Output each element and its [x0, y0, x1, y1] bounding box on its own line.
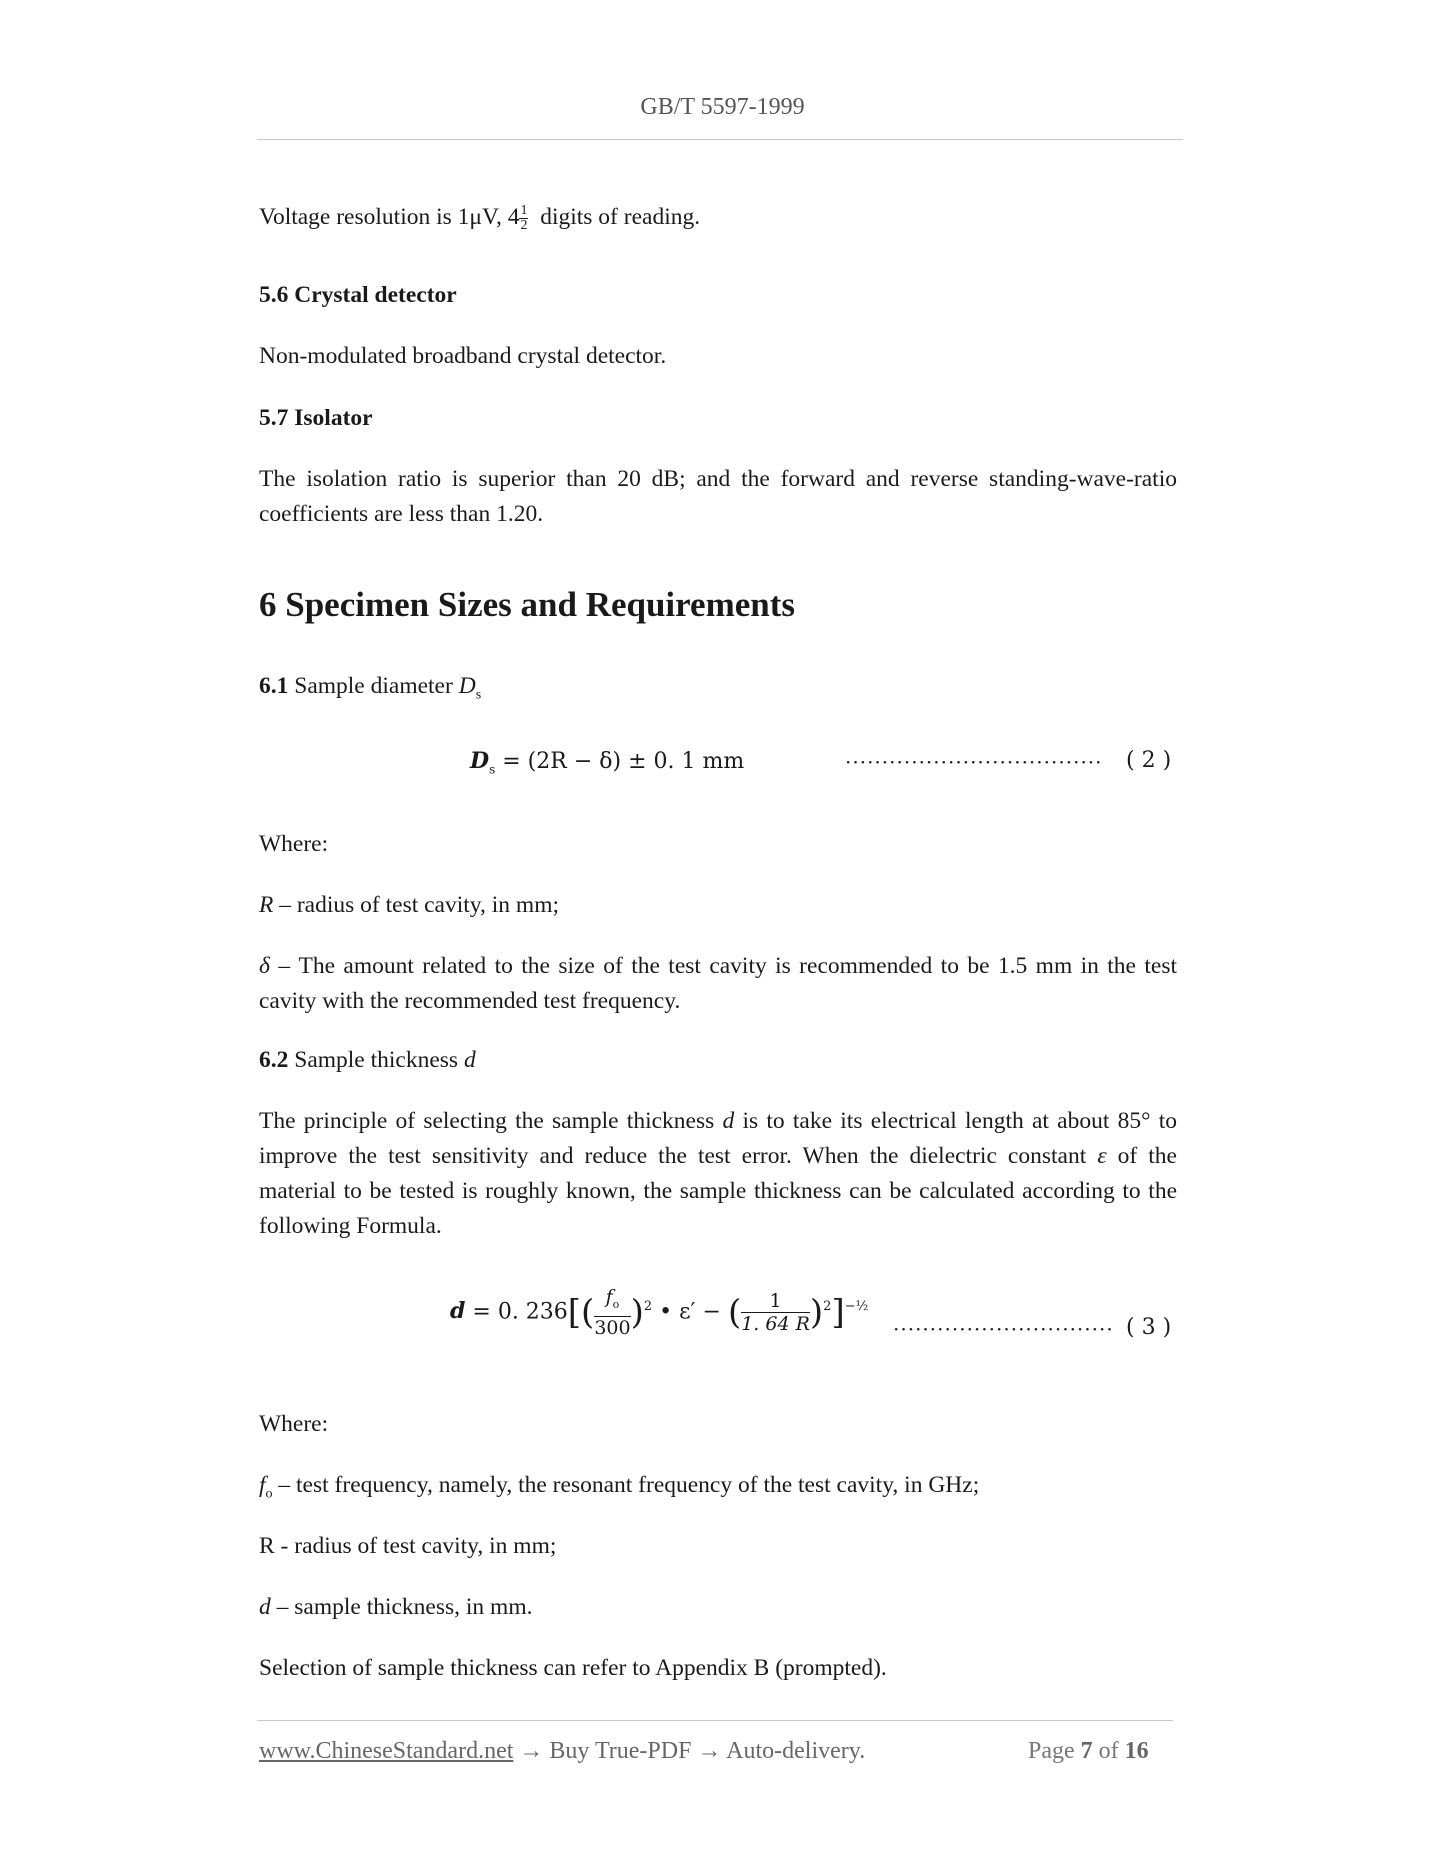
- eq3-close-paren-1: ): [630, 1292, 644, 1333]
- footer-delivery: Auto-delivery.: [726, 1738, 866, 1764]
- principle-part-2: is to take its electrical length at about 85° to improve the test sensitivity and reduce the test error. When the dielectric constant: [259, 1108, 1178, 1169]
- equation-2: [470, 748, 744, 776]
- arrow-icon: →: [697, 1738, 722, 1764]
- voltage-prefix: Voltage resolution is 1μV, 4: [259, 204, 520, 230]
- definition-R2: R - radius of test cavity, in mm;: [259, 1533, 557, 1559]
- eq3-coef: = 0. 236: [472, 1299, 568, 1325]
- eq3-open-bracket: [(: [567, 1292, 595, 1333]
- definition-R-text: – radius of test cavity, in mm;: [279, 892, 560, 918]
- eq3-close-bracket: ]: [831, 1292, 845, 1333]
- page-total: 16: [1124, 1738, 1149, 1764]
- equation-3: [450, 1286, 868, 1339]
- appendix-reference: Selection of sample thickness can refer to Appendix B (prompted).: [259, 1655, 887, 1681]
- of-label: of: [1098, 1738, 1119, 1764]
- definition-R: [259, 888, 1177, 923]
- definition-delta-text: – The amount related to the size of the test cavity is recommended to be 1.5 mm in the test cavity with the recommended test frequency.: [259, 953, 1178, 1014]
- definition-delta-var: δ: [259, 953, 270, 979]
- section-6-2-title: [259, 1043, 1177, 1078]
- eq3-eps: • ε′ −: [659, 1299, 721, 1325]
- eq3-r-den: 1. 64 R: [741, 1312, 810, 1335]
- page-indicator: [1028, 1738, 1149, 1765]
- eq2-number: ( 2 ): [1126, 748, 1172, 773]
- eq3-f-fraction: [594, 1286, 630, 1339]
- section-5-6-title: 5.6 Crystal detector: [259, 282, 457, 308]
- section-6-1-label: Sample diameter: [294, 673, 453, 699]
- where-label-2: Where:: [259, 1411, 329, 1437]
- site-link[interactable]: www.ChineseStandard.net: [259, 1738, 514, 1764]
- definition-d-var: d: [259, 1594, 271, 1620]
- principle-part-1: The principle of selecting the sample thickness: [259, 1108, 715, 1134]
- eq3-f-num: f: [605, 1286, 613, 1308]
- definition-fo: [259, 1468, 1177, 1512]
- voltage-resolution-paragraph: [259, 200, 1177, 235]
- voltage-fraction: [519, 204, 528, 233]
- arrow-icon: →: [519, 1738, 544, 1764]
- eq3-outer-exp: −½: [844, 1299, 869, 1315]
- section-6-2-var: d: [463, 1047, 476, 1073]
- footer-divider: [257, 1720, 1173, 1721]
- eq3-open-paren-2: (: [727, 1292, 742, 1333]
- definition-d: [259, 1590, 1177, 1625]
- definition-fo-var: f: [259, 1472, 266, 1498]
- section-6-1-var-sub: s: [475, 687, 482, 703]
- section-5-7-text: The isolation ratio is superior than 20 dB; and the forward and reverse standing-wave-ratio coefficients are less than 1.20.: [259, 466, 1177, 527]
- section-5-6-text: Non-modulated broadband crystal detector.: [259, 343, 667, 369]
- header-divider: [257, 139, 1183, 140]
- eq3-r-fraction: [741, 1290, 810, 1335]
- eq2-lhs: D: [470, 748, 490, 774]
- eq3-close-paren-2: ): [809, 1292, 824, 1333]
- principle-var-d: d: [722, 1108, 735, 1134]
- principle-var-eps: ε: [1097, 1143, 1107, 1169]
- definition-fo-sub: o: [265, 1486, 273, 1502]
- definition-d-text: – sample thickness, in mm.: [276, 1594, 533, 1620]
- eq3-exp-1: 2: [643, 1299, 653, 1315]
- definition-delta: [259, 949, 1177, 1019]
- voltage-frac-num: 1: [520, 203, 528, 219]
- page-number: 7: [1080, 1738, 1093, 1764]
- section-6-2-label: Sample thickness: [294, 1047, 459, 1073]
- footer-buy: Buy True-PDF: [549, 1738, 692, 1764]
- eq3-f-num-sub: o: [612, 1297, 620, 1311]
- document-code: GB/T 5597-1999: [640, 94, 805, 120]
- eq2-lhs-sub: s: [489, 762, 496, 777]
- definition-R-var: R: [259, 892, 274, 918]
- eq3-number: ( 3 ): [1126, 1315, 1172, 1340]
- definition-fo-text: – test frequency, namely, the resonant frequency of the test cavity, in GHz;: [278, 1472, 980, 1498]
- principle-paragraph: [259, 1104, 1177, 1244]
- section-6-1-number: 6.1: [259, 673, 289, 699]
- section-5-7-title: 5.7 Isolator: [259, 405, 373, 431]
- voltage-frac-den: 2: [520, 218, 528, 234]
- footer-left: [259, 1738, 865, 1765]
- where-label-1: Where:: [259, 831, 329, 857]
- section-6-1-var: D: [458, 673, 476, 699]
- eq3-r-num: 1: [741, 1290, 810, 1313]
- eq3-lhs: d: [450, 1298, 466, 1325]
- principle-part-3: of the material to be tested is roughly known, the sample thickness can be calculated according to the following Formula.: [259, 1143, 1177, 1239]
- eq2-rhs: = (2R − δ) ± 0. 1 mm: [502, 749, 745, 774]
- section-6-2-number: 6.2: [259, 1047, 289, 1073]
- section-6-1-title: [259, 669, 1177, 713]
- voltage-suffix: digits of reading.: [540, 204, 701, 230]
- section-6-heading: 6 Specimen Sizes and Requirements: [259, 585, 796, 624]
- eq2-leader-dots: ···································: [845, 750, 1103, 774]
- eq3-leader-dots: ······························: [893, 1317, 1114, 1341]
- eq3-f-den: 300: [594, 1316, 631, 1339]
- page-label: Page: [1028, 1738, 1075, 1764]
- eq3-exp-2: 2: [823, 1299, 832, 1315]
